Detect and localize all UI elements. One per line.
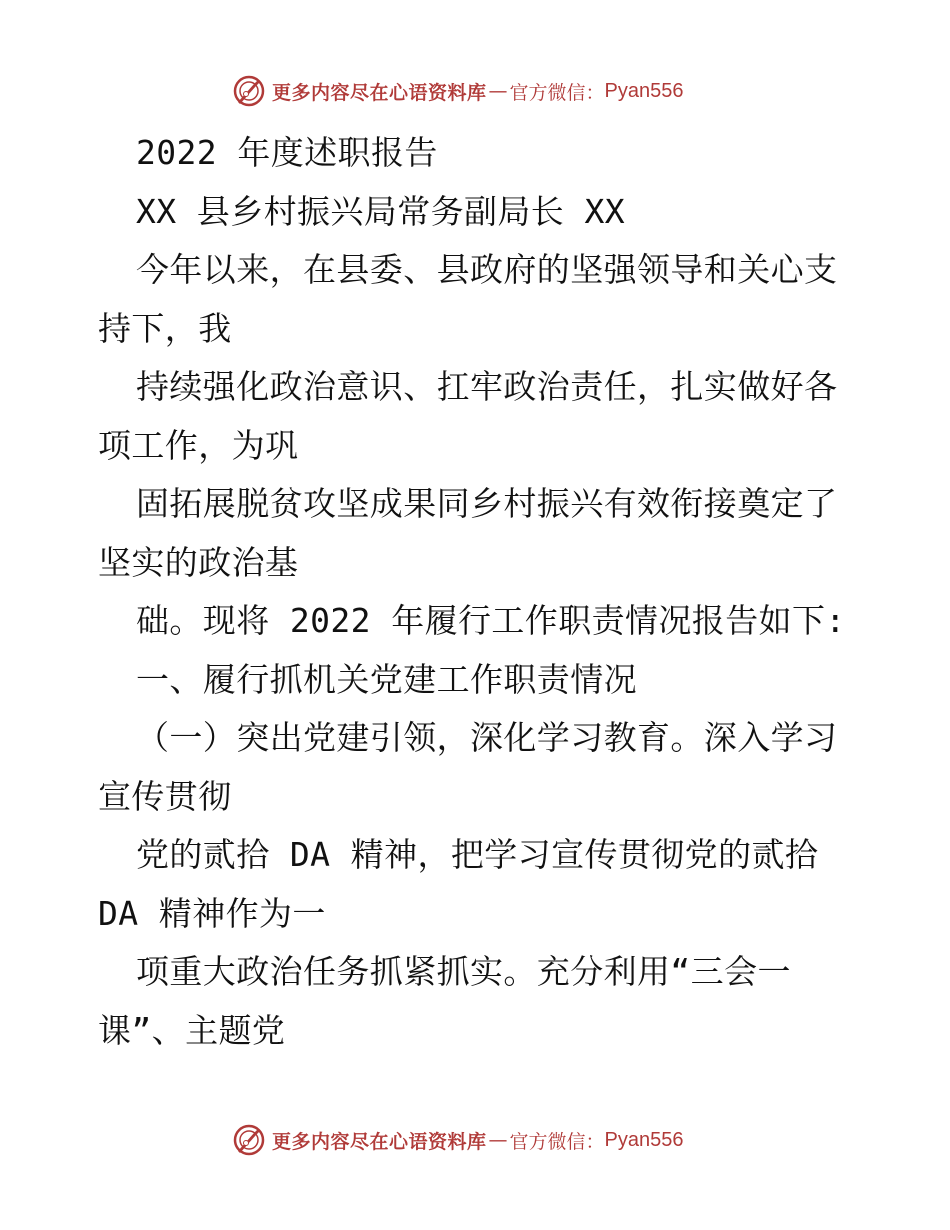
doc-line: 础。现将 2022 年履行工作职责情况报告如下: [136,601,846,640]
watermark-wechat-label: 官方微信： [509,81,605,104]
watermark-wechat-label: 官方微信： [509,1130,605,1153]
quill-seal-icon [232,1123,266,1157]
doc-line: 今年以来，在县委、县政府的坚强领导和关心支 [136,250,838,289]
doc-line: 2022 年度述职报告 [136,133,438,172]
doc-line: 持续强化政治意识、扛牢政治责任，扎实做好各 [136,367,838,406]
footer-watermark [232,1123,684,1157]
header-watermark [232,74,684,108]
doc-line: （一）突出党建引领，深化学习教育。深入学习 [136,718,838,757]
doc-line: DA 精神作为一 [98,893,326,933]
doc-line: 固拓展脱贫攻坚成果同乡村振兴有效衔接奠定了 [136,484,838,523]
watermark-brand: 更多内容尽在心语资料库 [272,81,487,104]
watermark-wechat-id: Pyan556 [604,1128,684,1151]
doc-line: 课”、主题党 [98,1010,286,1050]
doc-line: XX 县乡村振兴局常务副局长 XX [136,191,626,231]
watermark-brand: 更多内容尽在心语资料库 [272,1130,487,1153]
doc-line: 党的贰拾 DA 精神，把学习宣传贯彻党的贰拾 [136,835,819,874]
watermark-separator: — [488,1129,508,1151]
doc-line: 坚实的政治基 [98,542,299,582]
doc-line: 持下，我 [98,308,232,348]
doc-line: 项重大政治任务抓紧抓实。充分利用“三会一 [136,952,791,991]
watermark-wechat-id: Pyan556 [604,79,684,102]
doc-line: 宣传贯彻 [98,776,232,816]
document-body [98,124,858,1060]
quill-seal-icon [232,74,266,108]
doc-line: 项工作，为巩 [98,425,299,465]
doc-line: 一、履行抓机关党建工作职责情况 [136,659,637,699]
watermark-separator: — [488,80,508,102]
